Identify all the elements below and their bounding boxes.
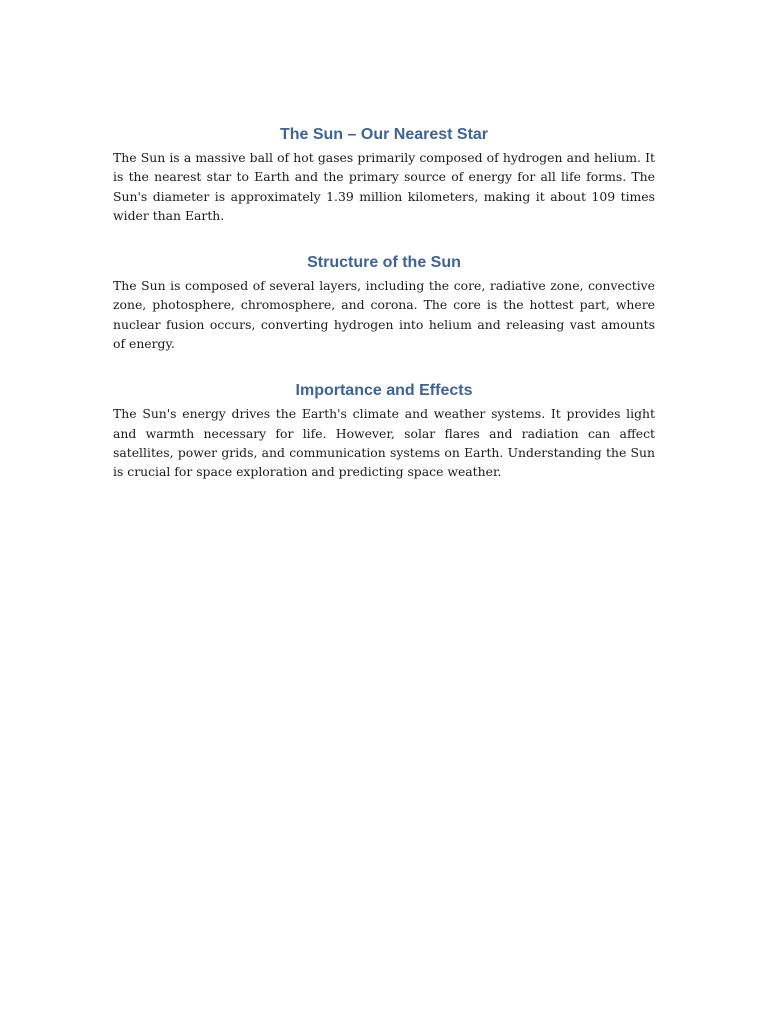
- section-paragraph: The Sun is composed of several layers, including the core, radiative zone, convective zone, photosphere, chromosphere, and corona. The core is the hottest part, where nuclear fusion occurs, converting hydrogen into helium and releasing vast amounts of energy.: [113, 278, 655, 352]
- section-paragraph: The Sun is a massive ball of hot gases primarily composed of hydrogen and helium. It is the nearest star to Earth and the primary source of energy for all life forms. The Sun's diameter is approximately 1.39 million kilometers, making it about 109 times wider than Earth.: [113, 150, 655, 223]
- section-sun-overview: [113, 124, 655, 225]
- section-heading: Importance and Effects: [295, 382, 473, 400]
- section-paragraph: The Sun's energy drives the Earth's climate and weather systems. It provides light and warmth necessary for life. However, solar flares and radiation can affect satellites, power grids, and communication systems on Earth. Understanding the Sun is crucial for space exploration and predicting space weather.: [113, 406, 655, 480]
- section-heading: The Sun – Our Nearest Star: [279, 126, 489, 143]
- section-heading: Structure of the Sun: [307, 254, 461, 272]
- section-sun-structure: [113, 252, 655, 353]
- section-sun-importance: [113, 380, 655, 481]
- document-page: [113, 124, 655, 509]
